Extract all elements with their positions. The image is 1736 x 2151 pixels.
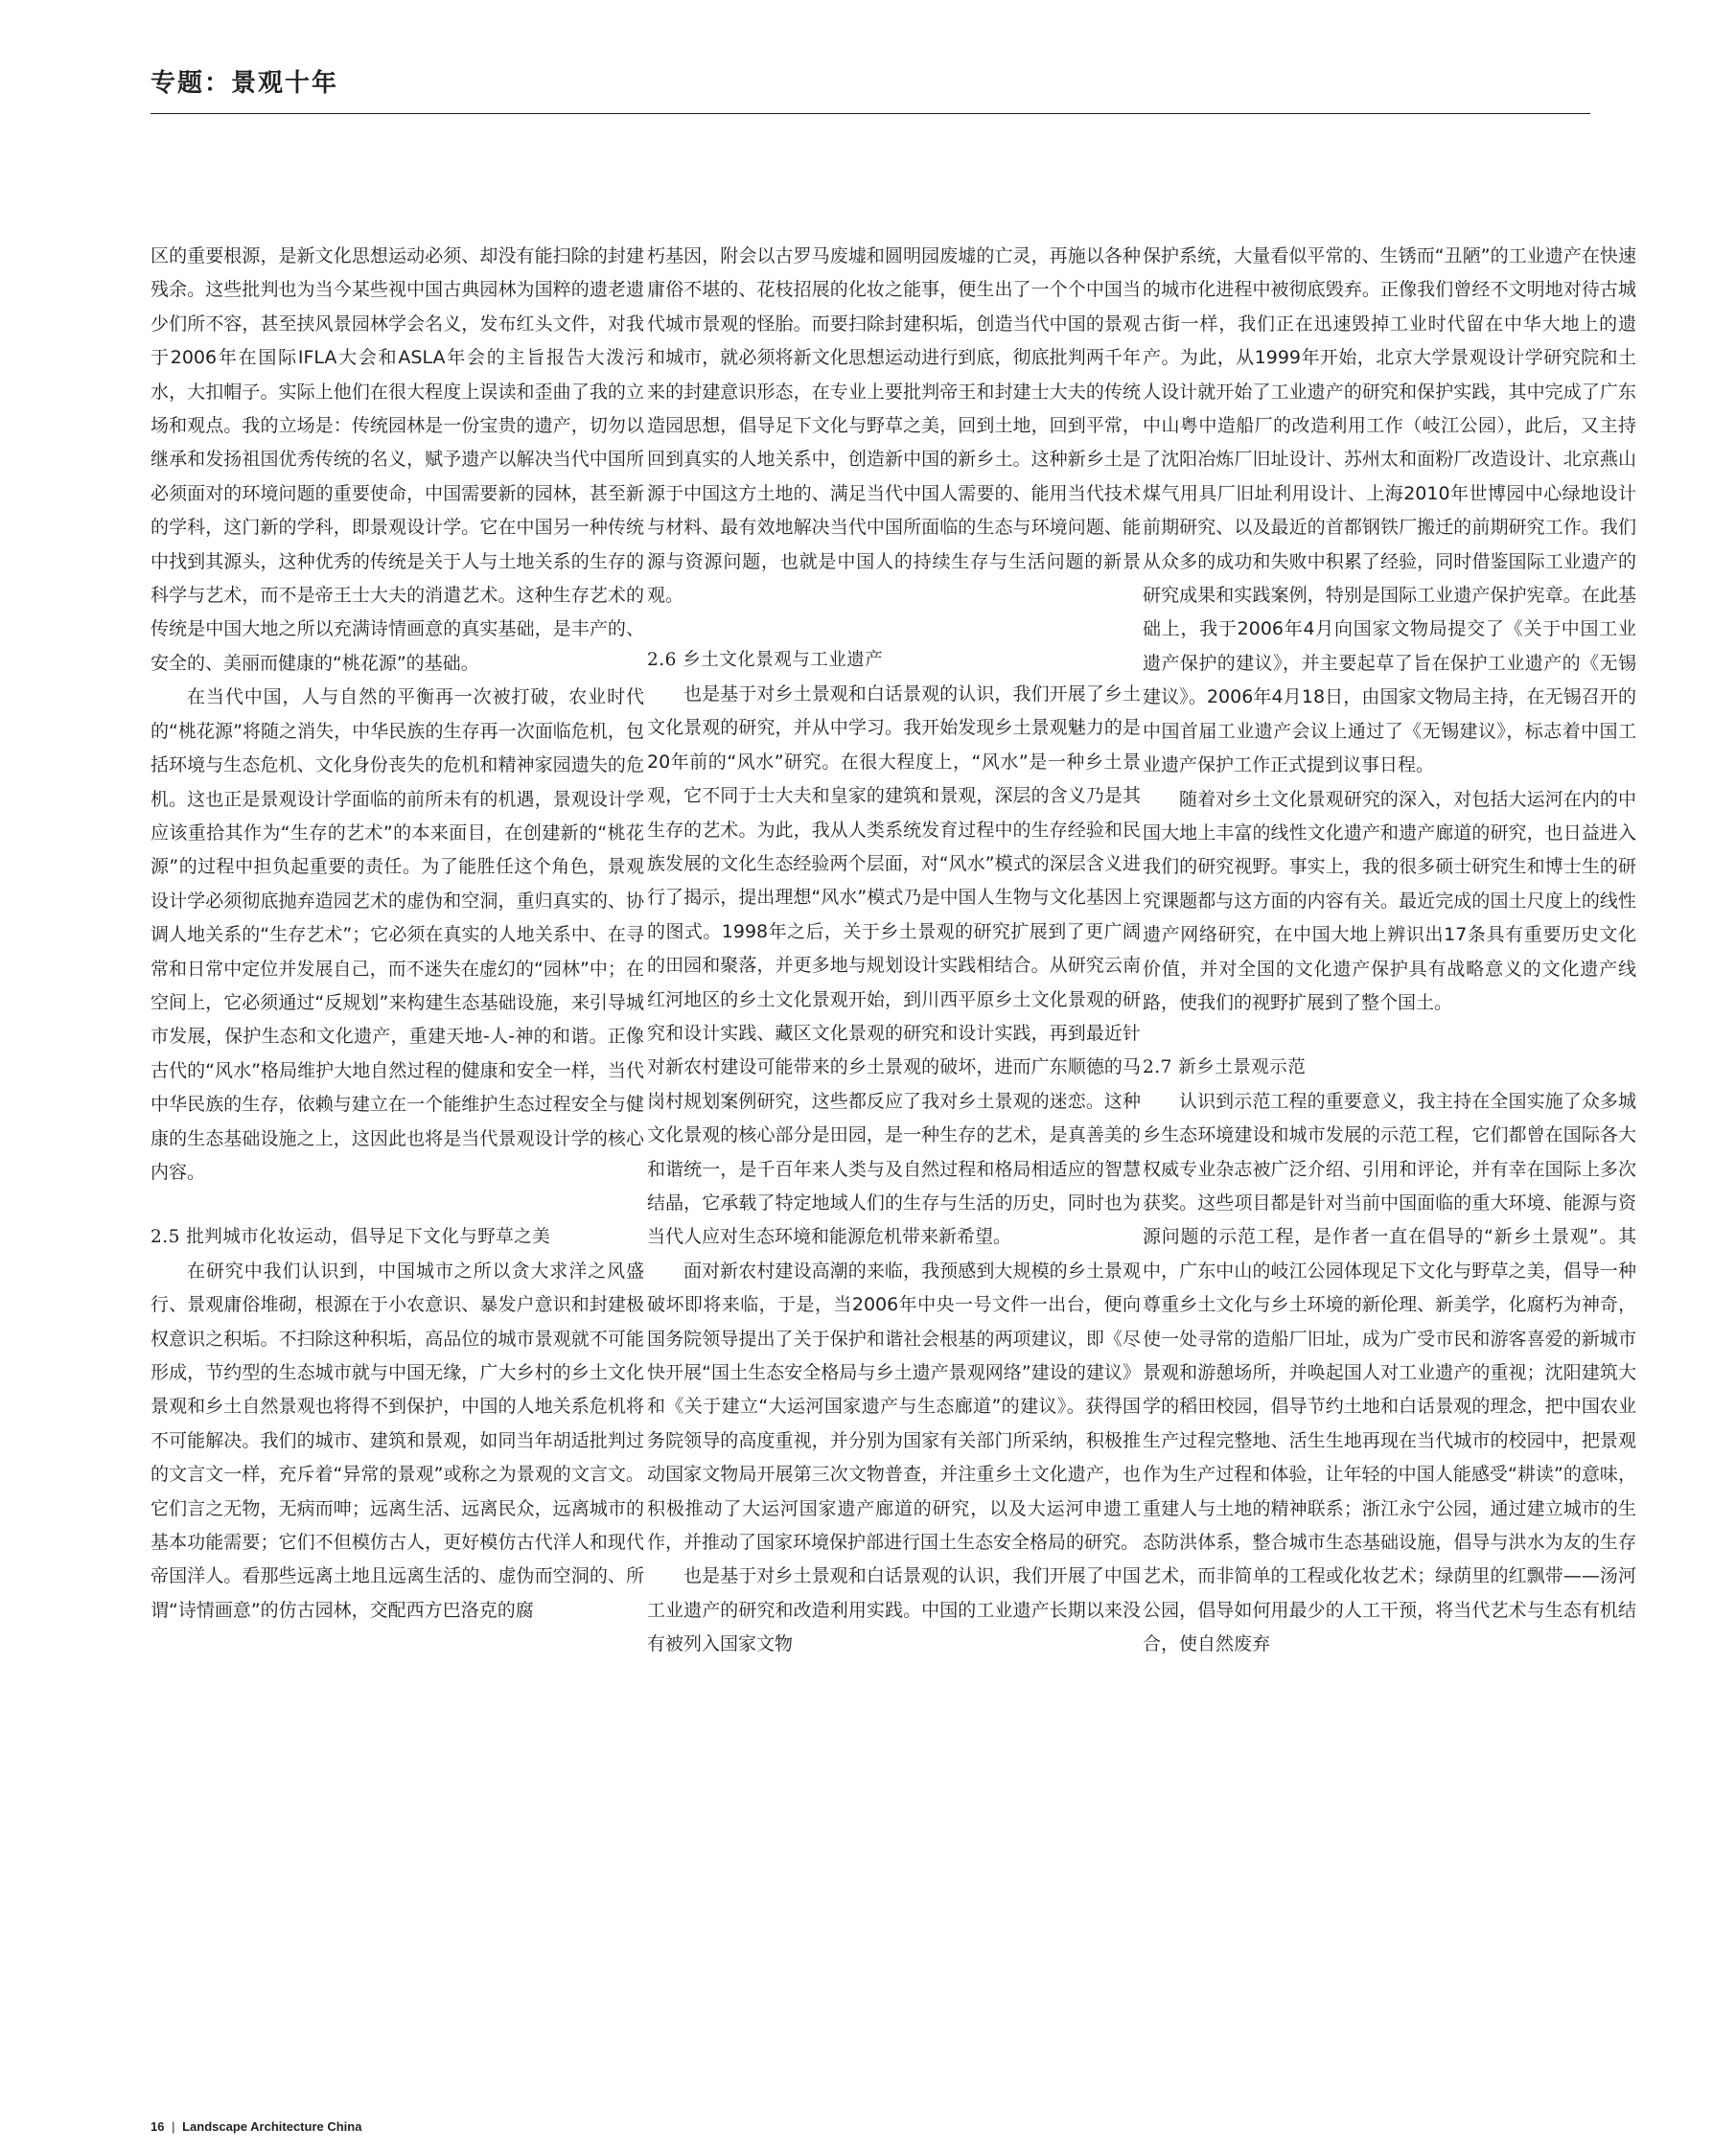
section-heading-2-7: 2.7 新乡土景观示范: [1143, 1057, 1307, 1078]
paragraph: 面对新农村建设高潮的来临，我预感到大规模的乡土景观破坏即将来临，于是，当2006年中央一号文件一出台，便向国务院领导提出了关于保护和谐社会根基的两项建议，即《尽快开展“国土生态安全格局与乡土遗产景观网络”建设的建议》和《关于建立“大运河国家遗产与生态廊道”的建议》。获得国务院领导的高度重视，并分别为国家有关部门所采纳，积极推动国家文物局开展第三次文物普查，并注重乡土文化遗产，也积极推动了大运河国家遗产廊道的研究，以及大运河申遗工作，并推动了国家环境保护部进行国土生态安全格局的研究。: [647, 1260, 1141, 1554]
page-number: 16: [150, 2119, 165, 2134]
paragraph: 也是基于对乡土景观和白话景观的认识，我们开展了中国工业遗产的研究和改造利用实践。中国的工业遗产长期以来没有被列入国家文物: [647, 1565, 1141, 1655]
page-header: [150, 63, 1590, 99]
paragraph: 保护系统，大量看似平常的、生锈而“丑陋”的工业遗产在快速的城市化进程中被彻底毁弃。正像我们曾经不文明地对待古城古街一样，我们正在迅速毁掉工业时代留在中华大地上的遗产。为此，从1999年开始，北京大学景观设计学研究院和土人设计就开始了工业遗产的研究和保护实践，其中完成了广东中山粤中造船厂的改造利用工作（岐江公园），此后，又主持了沈阳冶炼厂旧址设计、苏州太和面粉厂改造设计、北京燕山煤气用具厂旧址利用设计、上海2010年世博园中心绿地设计前期研究、以及最近的首都钢铁厂搬迁的前期研究工作。我们从众多的成功和失败中积累了经验，同时借鉴国际工业遗产的研究成果和实践案例，特别是国际工业遗产保护宪章。在此基础上，我于2006年4月向国家文物局提交了《关于中国工业遗产保护的建议》，并主要起草了旨在保护工业遗产的《无锡建议》。2006年4月18日，由国家文物局主持，在无锡召开的中国首届工业遗产会议上通过了《无锡建议》，标志着中国工业遗产保护工作正式提到议事日程。: [1143, 245, 1636, 776]
paragraph: 在研究中我们认识到，中国城市之所以贪大求洋之风盛行、景观庸俗堆砌，根源在于小农意识、暴发户意识和封建极权意识之积垢。不扫除这种积垢，高品位的城市景观就不可能形成，节约型的生态城市就与中国无缘，广大乡村的乡土文化景观和乡土自然景观也将得不到保护，中国的人地关系危机将不可能解决。我们的城市、建筑和景观，如同当年胡适批判过的文言文一样，充斥着“异常的景观”或称之为景观的文言文。它们言之无物，无病而呻；远离生活、远离民众，远离城市的基本功能需要；它们不但模仿古人，更好模仿古代洋人和现代帝国洋人。看那些远离土地且远离生活的、虚伪而空洞的、所谓“诗情画意”的仿古园林，交配西方巴洛克的腐: [150, 1260, 644, 1621]
text-column-3: [1143, 240, 1636, 1994]
paragraph: 随着对乡土文化景观研究的深入，对包括大运河在内的中国大地上丰富的线性文化遗产和遗产廊道的研究，也日益进入我们的研究视野。事实上，我的很多硕士研究生和博士生的研究课题都与这方面的内容有关。最近完成的国土尺度上的线性遗产网络研究，在中国大地上辨识出17条具有重要历史文化价值，并对全国的文化遗产保护具有战略意义的文化遗产线路，使我们的视野扩展到了整个国土。: [1143, 788, 1636, 1013]
page-footer: [150, 2119, 361, 2134]
text-column-1: [150, 240, 644, 1994]
footer-separator: |: [172, 2119, 175, 2134]
paragraph: 也是基于对乡土景观和白话景观的认识，我们开展了乡土文化景观的研究，并从中学习。我开始发现乡土景观魅力的是20年前的“风水”研究。在很大程度上，“风水”是一种乡土景观，它不同于士大夫和皇家的建筑和景观，深层的含义乃是其生存的艺术。为此，我从人类系统发育过程中的生存经验和民族发展的文化生态经验两个层面，对“风水”模式的深层含义进行了揭示，提出理想“风水”模式乃是中国人生物与文化基因上的图式。1998年之后，关于乡土景观的研究扩展到了更广阔的田园和聚落，并更多地与规划设计实践相结合。从研究云南红河地区的乡土文化景观开始，到川西平原乡土文化景观的研究和设计实践、藏区文化景观的研究和设计实践，再到最近针对新农村建设可能带来的乡土景观的破坏，进而广东顺德的马岗村规划案例研究，这些都反应了我对乡土景观的迷恋。这种文化景观的核心部分是田园，是一种生存的艺术，是真善美的和谐统一，是千百年来人类与及自然过程和格局相适应的智慧结晶，它承载了特定地域人们的生存与生活的历史，同时也为当代人应对生态环境和能源危机带来新希望。: [647, 682, 1141, 1248]
section-heading-2-6: 2.6 乡土文化景观与工业遗产: [647, 650, 884, 671]
paragraph: 朽基因，附会以古罗马废墟和圆明园废墟的亡灵，再施以各种庸俗不堪的、花枝招展的化妆之能事，便生出了一个个中国当代城市景观的怪胎。而要扫除封建积垢，创造当代中国的景观和城市，就必须将新文化思想运动进行到底，彻底批判两千年来的封建意识形态，在专业上要批判帝王和封建士大夫的传统造园思想，倡导足下文化与野草之美，回到土地，回到平常，回到真实的人地关系中，创造新中国的新乡土。这种新乡土是源于中国这方土地的、满足当代中国人需要的、能用当代技术与材料、最有效地解决当代中国所面临的生态与环境问题、能源与资源问题，也就是中国人的持续生存与生活问题的新景观。: [647, 245, 1141, 607]
section-title: 专题：景观十年: [150, 69, 339, 98]
paragraph: 认识到示范工程的重要意义，我主持在全国实施了众多城乡生态环境建设和城市发展的示范工程，它们都曾在国际各大权威专业杂志被广泛介绍、引用和评论，并有幸在国际上多次获奖。这些项目都是针对当前中国面临的重大环境、能源与资源问题的示范工程，是作者一直在倡导的“新乡土景观”。其中，广东中山的岐江公园体现足下文化与野草之美，倡导一种尊重乡土文化与乡土环境的新伦理、新美学，化腐朽为神奇，使一处寻常的造船厂旧址，成为广受市民和游客喜爱的新城市景观和游憩场所，并唤起国人对工业遗产的重视；沈阳建筑大学的稻田校园，倡导节约土地和白话景观的理念，把中国农业生产过程完整地、活生生地再现在当代城市的校园中，把景观作为生产过程和体验，让年轻的中国人能感受“耕读”的意味，重建人与土地的精神联系；浙江永宁公园，通过建立城市的生态防洪体系，整合城市生态基础设施，倡导与洪水为友的生存艺术，而非简单的工程或化妆艺术；绿荫里的红飘带——汤河公园，倡导如何用最少的人工干预，将当代艺术与生态有机结合，使自然废弃: [1143, 1090, 1636, 1655]
text-column-2: [647, 240, 1141, 1994]
paragraph: 区的重要根源，是新文化思想运动必须、却没有能扫除的封建残余。这些批判也为当今某些视中国古典园林为国粹的遗老遗少们所不容，甚至挟风景园林学会名义，发布红头文件，对我于2006年在国际IFLA大会和ASLA年会的主旨报告大泼污水，大扣帽子。实际上他们在很大程度上误读和歪曲了我的立场和观点。我的立场是：传统园林是一份宝贵的遗产，切勿以继承和发扬祖国优秀传统的名义，赋予遗产以解决当代中国所必须面对的环境问题的重要使命，中国需要新的园林，甚至新的学科，这门新的学科，即景观设计学。它在中国另一种传统中找到其源头，这种优秀的传统是关于人与土地关系的生存的科学与艺术，而不是帝王士大夫的消遣艺术。这种生存艺术的传统是中国大地之所以充满诗情画意的真实基础，是丰产的、安全的、美丽而健康的“桃花源”的基础。: [150, 245, 644, 674]
journal-name: Landscape Architecture China: [182, 2119, 362, 2134]
header-rule: [150, 113, 1590, 114]
section-heading-2-5: 2.5 批判城市化妆运动，倡导足下文化与野草之美: [150, 1227, 551, 1248]
paragraph: 在当代中国，人与自然的平衡再一次被打破，农业时代的“桃花源”将随之消失，中华民族的生存再一次面临危机，包括环境与生态危机、文化身份丧失的危机和精神家园遗失的危机。这也正是景观设计学面临的前所未有的机遇，景观设计学应该重拾其作为“生存的艺术”的本来面目，在创建新的“桃花源”的过程中担负起重要的责任。为了能胜任这个角色，景观设计学必须彻底抛弃造园艺术的虚伪和空洞，重归真实的、协调人地关系的“生存艺术”；它必须在真实的人地关系中、在寻常和日常中定位并发展自己，而不迷失在虚幻的“园林”中；在空间上，它必须通过“反规划”来构建生态基础设施，来引导城市发展，保护生态和文化遗产，重建天地-人-神的和谐。正像古代的“风水”格局维护大地自然过程的健康和安全一样，当代中华民族的生存，依赖与建立在一个能维护生态过程安全与健康的生态基础设施之上，这因此也将是当代景观设计学的核心内容。: [150, 686, 644, 1183]
